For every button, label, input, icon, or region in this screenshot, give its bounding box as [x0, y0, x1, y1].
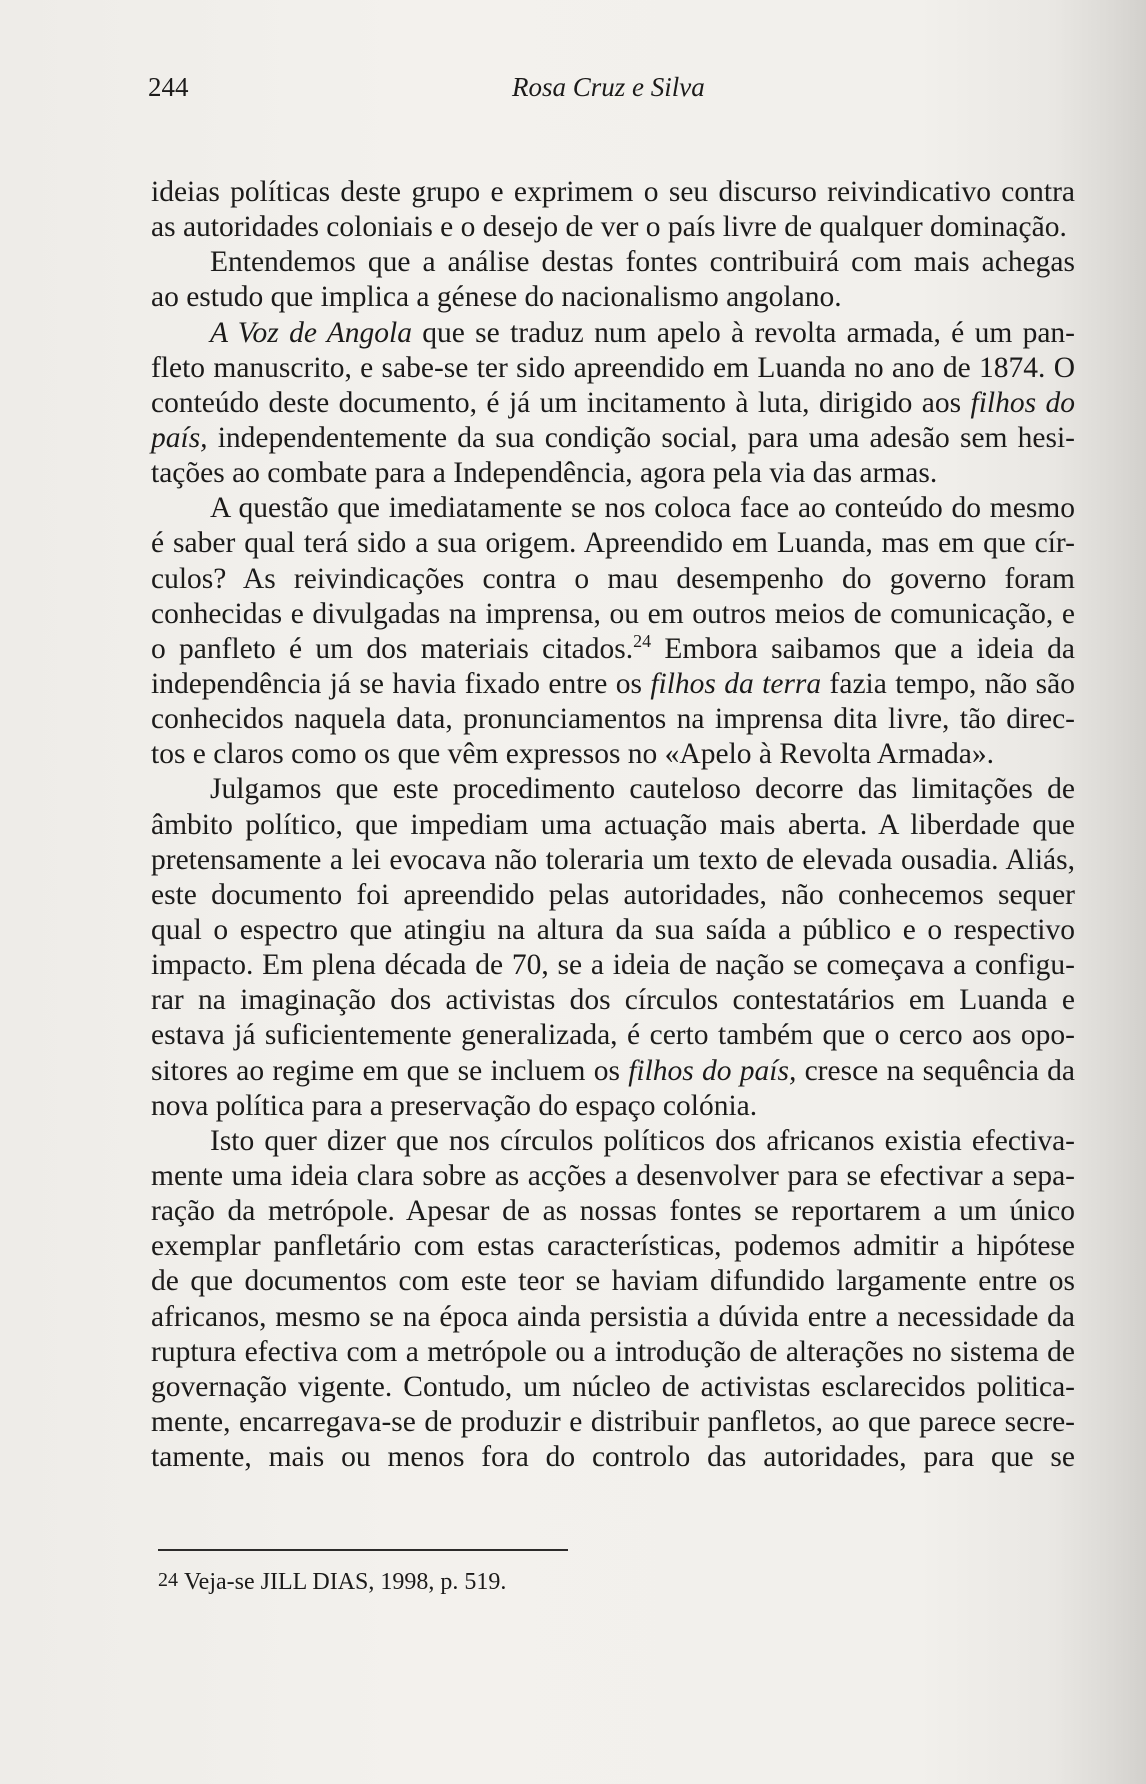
- text-segment: conteúdo deste documento, é já um incitamento à luta, dirigido aos: [151, 386, 971, 419]
- text-line: qual o espectro que atingiu na altura da sua saída a público e o respectivo: [151, 913, 1075, 946]
- text-line: as autoridades coloniais e o desejo de ver o país livre de qualquer dominação.: [151, 211, 1067, 244]
- footnote-reference: 24: [633, 630, 652, 651]
- text-line: [151, 632, 1075, 667]
- text-line: é saber qual terá sido a sua origem. Apreendido em Luanda, mas em que cír-: [151, 527, 1075, 560]
- text-line: ideias políticas deste grupo e exprimem o seu discurso reivindicativo contra: [151, 176, 1075, 208]
- text-line: [151, 316, 1075, 351]
- text-line: tamente, mais ou menos fora do controlo das autoridades, para que se: [151, 1441, 1075, 1474]
- text-line: ração da metrópole. Apesar de as nossas fontes se reportarem a um único: [151, 1195, 1075, 1228]
- text-line: Julgamos que este procedimento cauteloso decorre das limitações de: [210, 773, 1075, 806]
- text-line: ruptura efectiva com a metrópole ou a introdução de alterações no sistema de: [151, 1335, 1075, 1368]
- italic-text: país,: [151, 421, 208, 454]
- text-segment: independentemente da sua condição social, para uma adesão sem hesi-: [207, 421, 1075, 454]
- text-line: culos? As reivindicações contra o mau desempenho do governo foram: [151, 562, 1075, 595]
- text-line: mente, encarregava-se de produzir e distribuir panfletos, ao que parece secre-: [151, 1405, 1075, 1438]
- text-line: africanos, mesmo se na época ainda persistia a dúvida entre a necessidade da: [151, 1300, 1075, 1333]
- paragraph: [151, 772, 1075, 1123]
- text-segment: que se traduz num apelo à revolta armada, é um pan-: [411, 316, 1075, 349]
- text-line: âmbito político, que impediam uma actuação mais aberta. A liberdade que: [151, 808, 1075, 841]
- text-line: impacto. Em plena década de 70, se a ideia de nação se começava a configu-: [151, 949, 1075, 982]
- footnote-marker: 24: [158, 1569, 178, 1591]
- paragraph: [151, 491, 1075, 772]
- text-line: de que documentos com este teor se haviam difundido largamente entre os: [151, 1265, 1075, 1298]
- paragraph: [151, 175, 1075, 245]
- text-line: Entendemos que a análise destas fontes contribuirá com mais achegas: [210, 246, 1075, 279]
- italic-text: filhos do: [970, 386, 1075, 419]
- text-line: este documento foi apreendido pelas autoridades, não conhecemos sequer: [151, 878, 1075, 911]
- text-line: ao estudo que implica a génese do nacionalismo angolano.: [151, 281, 842, 314]
- paragraph: [151, 245, 1075, 315]
- text-line: governação vigente. Contudo, um núcleo de activistas esclarecidos politica-: [151, 1370, 1075, 1403]
- footnote: [158, 1570, 506, 1595]
- text-line: nova política para a preservação do espaço colónia.: [151, 1089, 758, 1122]
- text-segment: Embora saibamos que a ideia da: [651, 632, 1075, 665]
- text-line: Isto quer dizer que nos círculos políticos dos africanos existia efectiva-: [210, 1124, 1075, 1157]
- text-line: estava já suficientemente generalizada, é certo também que o cerco aos opo-: [151, 1019, 1075, 1052]
- body-text: [151, 175, 1075, 1475]
- text-line: A questão que imediatamente se nos coloca face ao conteúdo do mesmo: [210, 492, 1075, 525]
- text-line: [151, 667, 1075, 702]
- text-line: conhecidos naquela data, pronunciamentos na imprensa dita livre, tão direc-: [151, 703, 1075, 736]
- text-line: tações ao combate para a Independência, agora pela via das armas.: [151, 457, 938, 490]
- text-line: conhecidas e divulgadas na imprensa, ou em outros meios de comunicação, e: [151, 597, 1075, 630]
- text-line: pretensamente a lei evocava não toleraria um texto de elevada ousadia. Aliás,: [151, 843, 1075, 876]
- running-title: Rosa Cruz e Silva: [512, 72, 705, 102]
- text-line: exemplar panfletário com estas características, podemos admitir a hipótese: [151, 1230, 1075, 1263]
- footnote-rule: [158, 1549, 568, 1551]
- text-segment: sitores ao regime em que se incluem os: [151, 1054, 629, 1087]
- text-line: [151, 1054, 1075, 1089]
- text-line: mente uma ideia clara sobre as acções a desenvolver para se efectivar a sepa-: [151, 1159, 1075, 1192]
- text-segment: fazia tempo, não são: [821, 667, 1076, 700]
- text-line: rar na imaginação dos activistas dos círculos contestatários em Luanda e: [151, 984, 1075, 1017]
- text-line: fleto manuscrito, e sabe-se ter sido apreendido em Luanda no ano de 1874. O: [151, 351, 1075, 384]
- text-line: [151, 421, 1075, 456]
- page-number: 244: [148, 72, 189, 102]
- text-segment: o panfleto é um dos materiais citados.: [151, 632, 634, 665]
- paragraph: [151, 1124, 1075, 1475]
- text-segment: independência já se havia fixado entre os: [151, 667, 651, 700]
- text-segment: cresce na sequência da: [796, 1054, 1076, 1087]
- footnote-text: Veja-se JILL DIAS, 1998, p. 519.: [184, 1569, 507, 1595]
- italic-text: filhos do país,: [628, 1054, 797, 1087]
- italic-text: A Voz de Angola: [210, 316, 412, 349]
- text-line: [151, 386, 1075, 421]
- italic-text: filhos da terra: [650, 667, 822, 700]
- paragraph: [151, 316, 1075, 492]
- text-line: tos e claros como os que vêm expressos no «Apelo à Revolta Armada».: [151, 738, 995, 771]
